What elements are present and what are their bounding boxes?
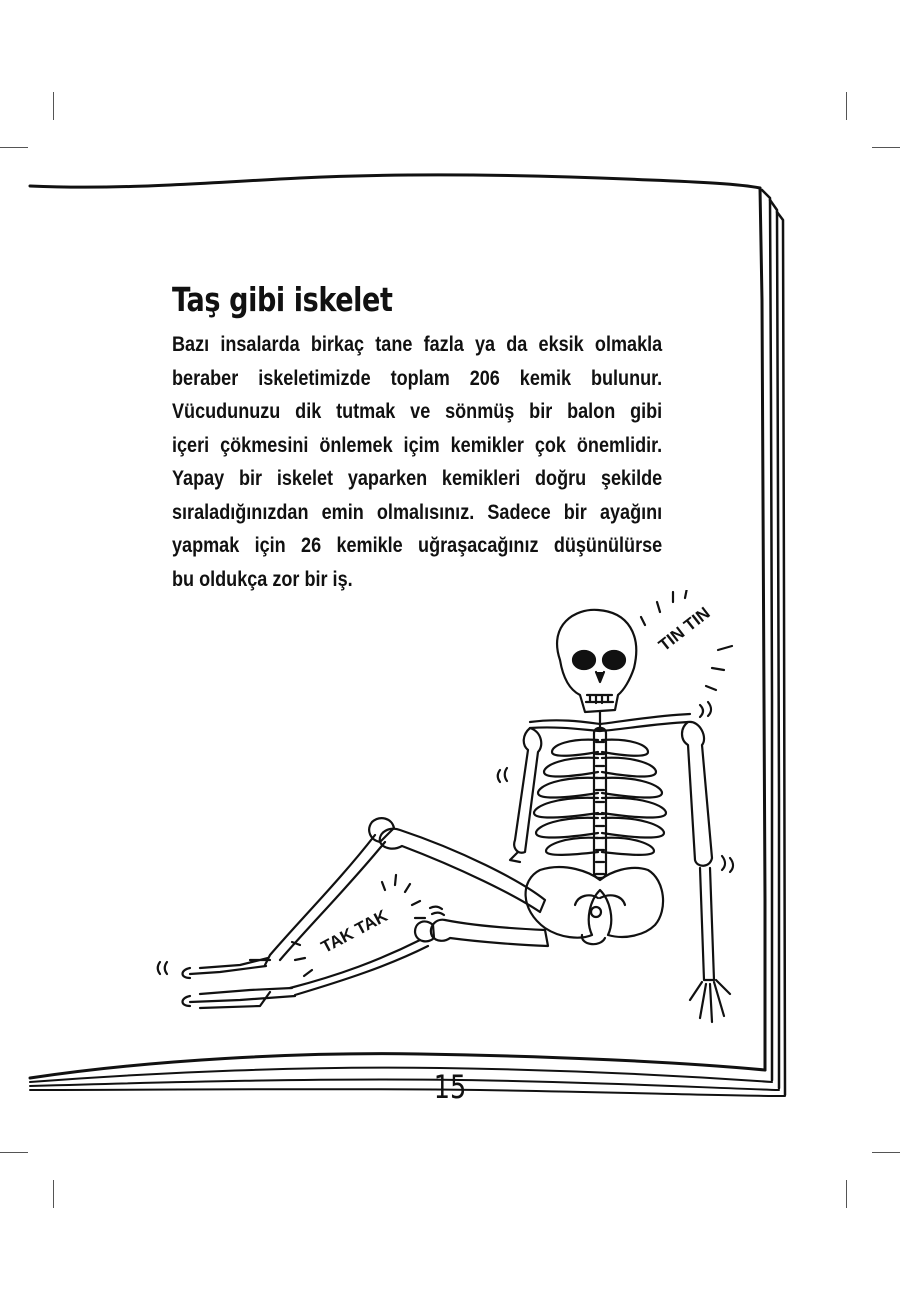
body-text-line: Vücudunuzu dik tutmak ve sönmüş bir balon gibi xyxy=(172,400,663,423)
body-text xyxy=(172,328,662,596)
leg-raised xyxy=(183,818,546,978)
page-title: Taş gibi iskelet xyxy=(172,280,393,319)
body-text-line: sıraladığınızdan emin olmalısınız. Sadece bir ayağını xyxy=(172,500,663,524)
sound-effect-tak: TAK TAK xyxy=(318,906,391,957)
body-text-line: yapmak için 26 kemikle uğraşacağınız düşünülürse xyxy=(172,534,663,557)
body-text-line: beraber iskeletimizde toplam 206 kemik bulunur. xyxy=(172,366,663,390)
arm-right xyxy=(682,722,730,1022)
sound-effect-tin: TIN TIN xyxy=(655,603,714,655)
skull xyxy=(557,610,636,712)
body-text-line: içeri çökmesini önlemek içim kemikler çok önemlidir. xyxy=(172,433,663,457)
skeleton-illustration xyxy=(150,590,750,1040)
page-number: 15 xyxy=(433,1068,467,1106)
body-text-line: Bazı insalarda birkaç tane fazla ya da eksik olmakla xyxy=(172,333,663,356)
body-text-line: Yapay bir iskelet yaparken kemikleri doğru şekilde xyxy=(172,467,663,490)
arm-left xyxy=(510,728,541,862)
body-text-line: bu oldukça zor bir iş. xyxy=(172,567,353,591)
